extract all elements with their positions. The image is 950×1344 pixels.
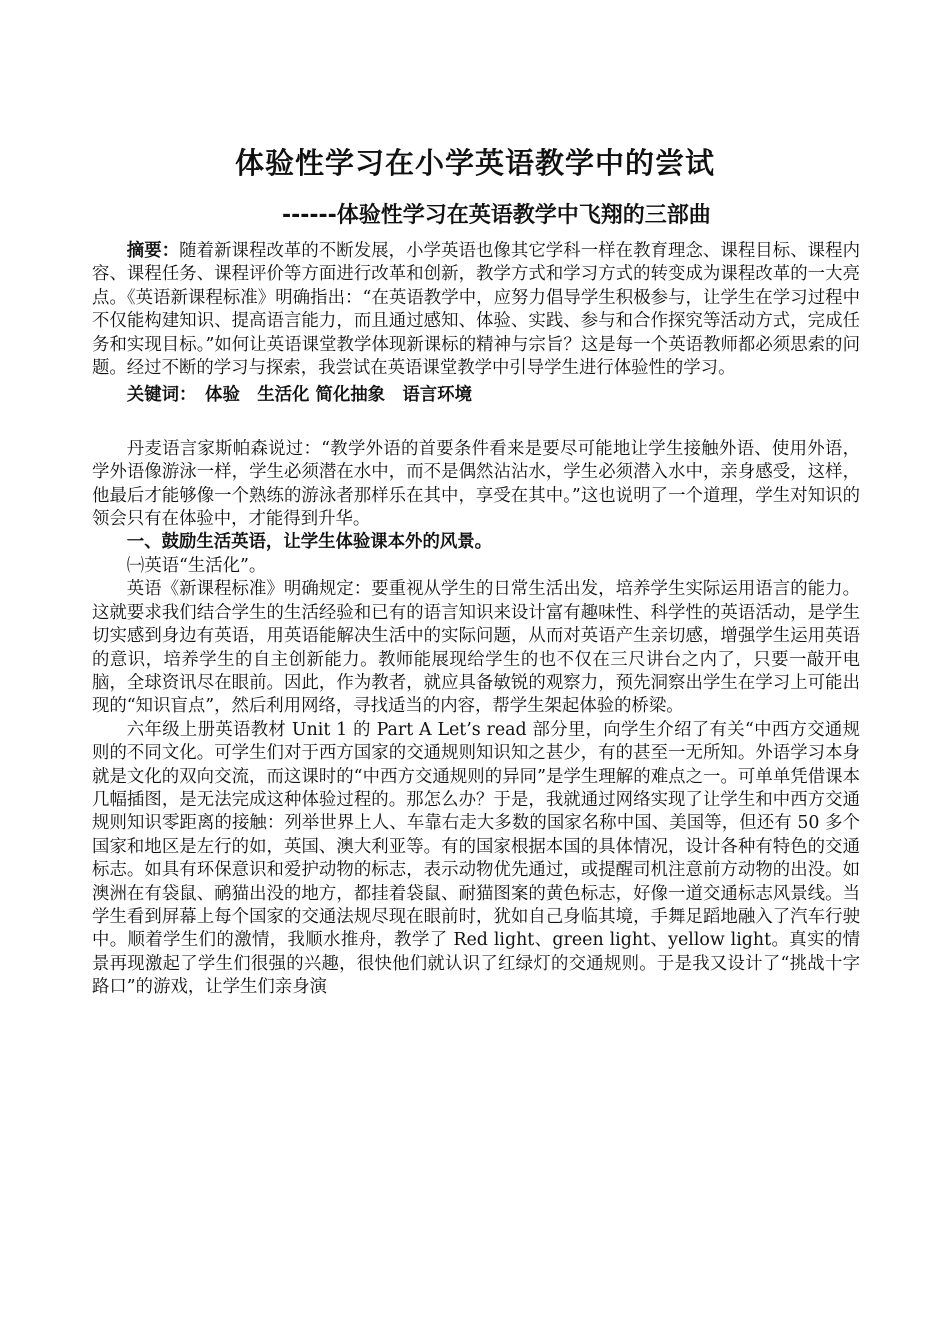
- document-title: 体验性学习在小学英语教学中的尝试: [234, 146, 715, 180]
- document-body: [92, 240, 860, 1000]
- paragraph-3: 六年级上册英语教材 Unit 1 的 Part A Let’s read 部分里，向学生介绍了有关“中西方交通规则的不同文化。可学生们对于西方国家的交通规则知识知之甚少，有的甚至一无所知。外语学习本身就是文化的双向交流，而这课时的“中西方交通规则的异同”是学生理解的难点之一。可单单凭借课本几幅插图，是无法完成这种体验过程的。那怎么办？于是，我就通过网络实现了让学生和中西方交通规则知识零距离的接触：列举世界上人、车靠右走大多数的国家名称中国、美国等，但还有 50 多个国家和地区是左行的如，英国、澳大利亚等。有的国家根据本国的具体情况，设计各种有特色的交通标志。如具有环保意识和爱护动物的标志，表示动物优先通过，或提醒司机注意前方动物的出没。如澳洲在有袋鼠、鸸猫出没的地方，都挂着袋鼠、耐猫图案的黄色标志，好像一道交通标志风景线。当学生看到屏幕上每个国家的交通法规尽现在眼前时，犹如自己身临其境，手舞足蹈地融入了汽车行驶中。顺着学生们的激情，我顺水推舟，教学了 Red light、green light、yellow light。真实的情景再现激起了学生们很强的兴趣，很快他们就认识了红绿灯的交通规则。于是我又设计了“挑战十字路口”的游戏，让学生们亲身演: [92, 719, 860, 998]
- abstract-paragraph: [92, 240, 860, 380]
- section-heading-1: 一、鼓励生活英语，让学生体验课本外的风景。: [126, 532, 493, 553]
- paragraph-1: 丹麦语言家斯帕森说过：“教学外语的首要条件看来是要尽可能地让学生接触外语、使用外语，学外语像游泳一样，学生必须潜在水中，而不是偶然沾沾水，学生必须潜入水中，亲身感受，这样，他最后才能够像一个熟练的游泳者那样乐在其中，享受在其中。”这也说明了一个道理，学生对知识的领会只有在体验中，才能得到升华。: [92, 438, 860, 530]
- paragraph-2: 英语《新课程标准》明确规定：要重视从学生的日常生活出发，培养学生实际运用语言的能力。这就要求我们结合学生的生活经验和已有的语言知识来设计富有趣味性、科学性的英语活动，是学生切实感到身边有英语，用英语能解决生活中的实际问题，从而对英语产生亲切感，增强学生运用英语的意识，培养学生的自主创新能力。教师能展现给学生的也不仅在三尺讲台之内了，只要一敲开电脑，全球资讯尽在眼前。因此，作为教者，就应具备敏锐的观察力，预先洞察出学生在学习上可能出现的“知识盲点”，然后利用网络，寻找适当的内容，帮学生架起体验的桥梁。: [92, 579, 860, 717]
- paragraph-spacer: [92, 408, 860, 438]
- abstract-text: 随着新课程改革的不断发展，小学英语也像其它学科一样在教育理念、课程目标、课程内容、课程任务、课程评价等方面进行改革和创新，教学方式和学习方式的转变成为课程改革的一大亮点。《英语新课程标准》明确指出：“在英语教学中，应努力倡导学生积极参与，让学生在学习过程中不仅能构建知识、提高语言能力，而且通过感知、体验、实践、参与和合作探究等活动方式，完成任务和实现目标。”如何让英语课堂教学体现新课标的精神与宗旨？这是每一个英语教师都必须思索的问题。经过不断的学习与探索，我尝试在英语课堂教学中引导学生进行体验性的学习。: [92, 241, 860, 379]
- subsection-heading-1: ㈠英语“生活化”。: [126, 555, 267, 576]
- keywords-line: 关键词： 体验 生活化 简化抽象 语言环境: [126, 385, 472, 406]
- document-subtitle: ------体验性学习在英语教学中飞翔的三部曲: [282, 203, 711, 228]
- abstract-label: 摘要：: [126, 241, 180, 261]
